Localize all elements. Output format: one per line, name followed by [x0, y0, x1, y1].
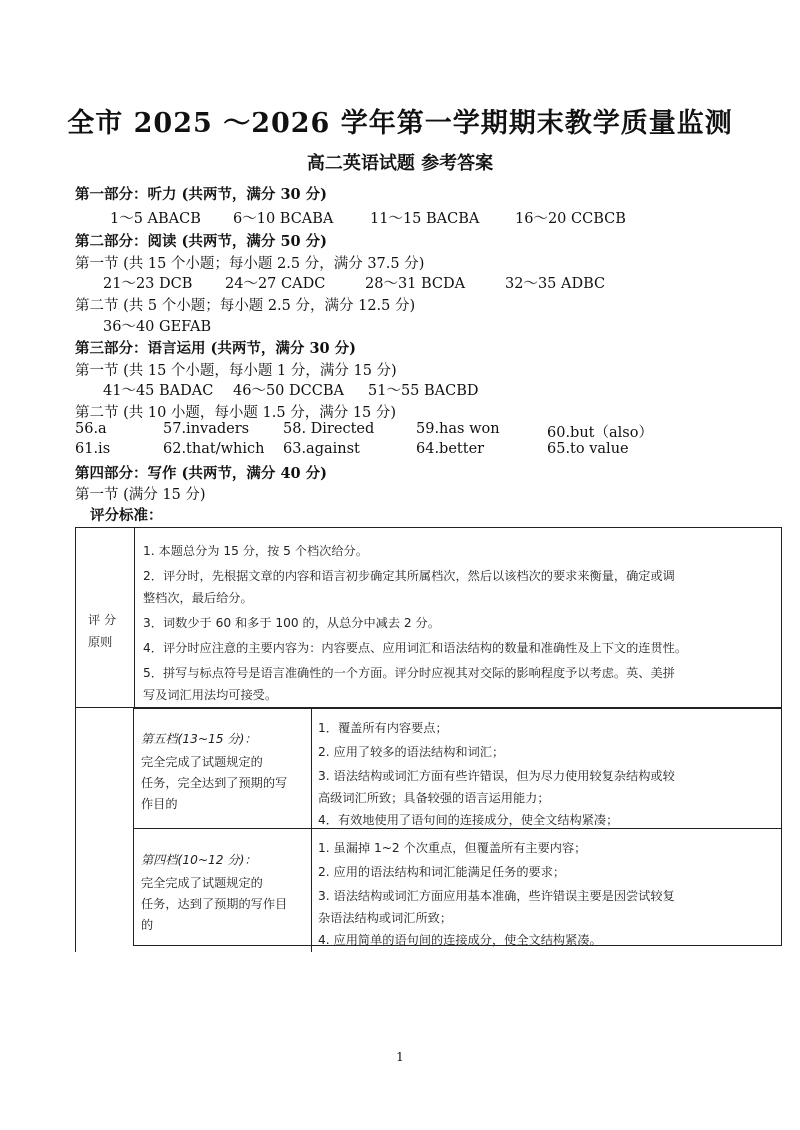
grade5-desc: 作目的: [141, 797, 178, 811]
grade4-title: 第四档(10~12 分)：: [141, 853, 257, 867]
fill-answer: 56.a: [75, 421, 107, 437]
part1-heading: 第一部分：听力 (共两节，满分 30 分): [75, 186, 328, 203]
page-number: 1: [396, 1050, 404, 1064]
principle-line: 整档次，最后给分。: [143, 591, 253, 605]
grade4-criterion: 1. 虽漏掉 1~2 个次重点，但覆盖所有主要内容；: [318, 841, 587, 855]
grade5-title: 第五档(13~15 分)：: [141, 732, 257, 746]
document-title: 全市 2025 ～2026 学年第一学期期末教学质量监测: [67, 108, 733, 139]
grade5-desc: 任务，完全达到了预期的写: [141, 776, 288, 790]
answer-group: 46～50 DCCBA: [233, 383, 344, 399]
grade4-desc: 完全完成了试题规定的: [141, 876, 263, 890]
grade5-desc: 完全完成了试题规定的: [141, 755, 263, 769]
fill-answer: 63.against: [283, 441, 360, 457]
criteria-label: 评分标准：: [90, 507, 163, 524]
principle-line: 写及词汇用法均可接受。: [143, 688, 278, 702]
part4-heading: 第四部分：写作 (共两节，满分 40 分): [75, 465, 328, 482]
answer-group: 11～15 BACBA: [370, 211, 480, 227]
answer-group: 6～10 BCABA: [233, 211, 334, 227]
fill-answer: 62.that/which: [163, 441, 265, 457]
principle-line: 5．拼写与标点符号是语言准确性的一个方面。评分时应视其对交际的影响程度予以考虑。英、美拼: [143, 666, 675, 680]
part2-section1: 第一节 (共 15 个小题；每小题 2.5 分，满分 37.5 分): [75, 256, 425, 272]
principles-label: 原则: [88, 635, 113, 649]
principle-line: 2．评分时，先根据文章的内容和语言初步确定其所属档次，然后以该档次的要求来衡量，确定或调: [143, 569, 675, 583]
fill-answer: 65.to value: [547, 441, 629, 457]
grade5-criterion: 1．覆盖所有内容要点；: [318, 721, 448, 735]
part2-heading: 第二部分：阅读 (共两节，满分 50 分): [75, 233, 328, 250]
grade5-criterion: 4．有效地使用了语句间的连接成分，使全文结构紧凑；: [318, 813, 619, 827]
fill-answer: 58. Directed: [283, 421, 375, 437]
answer-group: 51～55 BACBD: [368, 383, 479, 399]
answer-group: 21～23 DCB: [103, 276, 193, 292]
answer-group: 28～31 BCDA: [365, 276, 466, 292]
grade4-criterion: 2. 应用的语法结构和词汇能满足任务的要求；: [318, 865, 566, 879]
grade4-desc: 任务，达到了预期的写作目: [141, 897, 288, 911]
document-subtitle: 高二英语试题 参考答案: [306, 153, 494, 174]
grade5-criterion: 高级词汇所致；具备较强的语言运用能力；: [318, 791, 550, 805]
grade4-criterion: 杂语法结构或词汇所致；: [318, 911, 453, 925]
fill-answer: 61.is: [75, 441, 111, 457]
principle-line: 1. 本题总分为 15 分，按 5 个档次给分。: [143, 544, 368, 558]
answer-group: 32～35 ADBC: [505, 276, 606, 292]
answer-group: 1～5 ABACB: [110, 211, 201, 227]
part4-section1: 第一节 (满分 15 分): [75, 487, 206, 503]
fill-answer: 57.invaders: [163, 421, 250, 437]
answer-group: 16～20 CCBCB: [515, 211, 626, 227]
principles-label: 评 分: [88, 613, 117, 627]
answer-group: 24～27 CADC: [225, 276, 326, 292]
grade4-criterion: 3. 语法结构或词汇方面应用基本准确，些许错误主要是因尝试较复: [318, 889, 675, 903]
grade4-desc: 的: [141, 918, 154, 932]
part2-section2: 第二节 (共 5 个小题；每小题 2.5 分，满分 12.5 分): [75, 298, 416, 314]
grade5-criterion: 3. 语法结构或词汇方面有些许错误，但为尽力使用较复杂结构或较: [318, 769, 675, 783]
fill-answer: 64.better: [416, 441, 485, 457]
answer-group: 36～40 GEFAB: [103, 319, 212, 335]
fill-answer: 60.but（also）: [547, 425, 653, 441]
principle-line: 3．词数少于 60 和多于 100 的，从总分中减去 2 分。: [143, 616, 440, 630]
fill-answer: 59.has won: [416, 421, 500, 437]
grade4-criterion: 4. 应用简单的语句间的连接成分，使全文结构紧凑。: [318, 933, 602, 947]
part3-section2: 第二节 (共 10 小题，每小题 1.5 分，满分 15 分): [75, 405, 397, 421]
answer-group: 41～45 BADAC: [103, 383, 214, 399]
grade5-criterion: 2. 应用了较多的语法结构和词汇；: [318, 745, 505, 759]
part3-section1: 第一节 (共 15 个小题，每小题 1 分，满分 15 分): [75, 363, 397, 379]
part3-heading: 第三部分：语言运用 (共两节，满分 30 分): [75, 340, 357, 357]
table-left-border: [75, 708, 76, 952]
principle-line: 4．评分时应注意的主要内容为：内容要点、应用词汇和语法结构的数量和准确性及上下文的连贯性。: [143, 641, 688, 655]
